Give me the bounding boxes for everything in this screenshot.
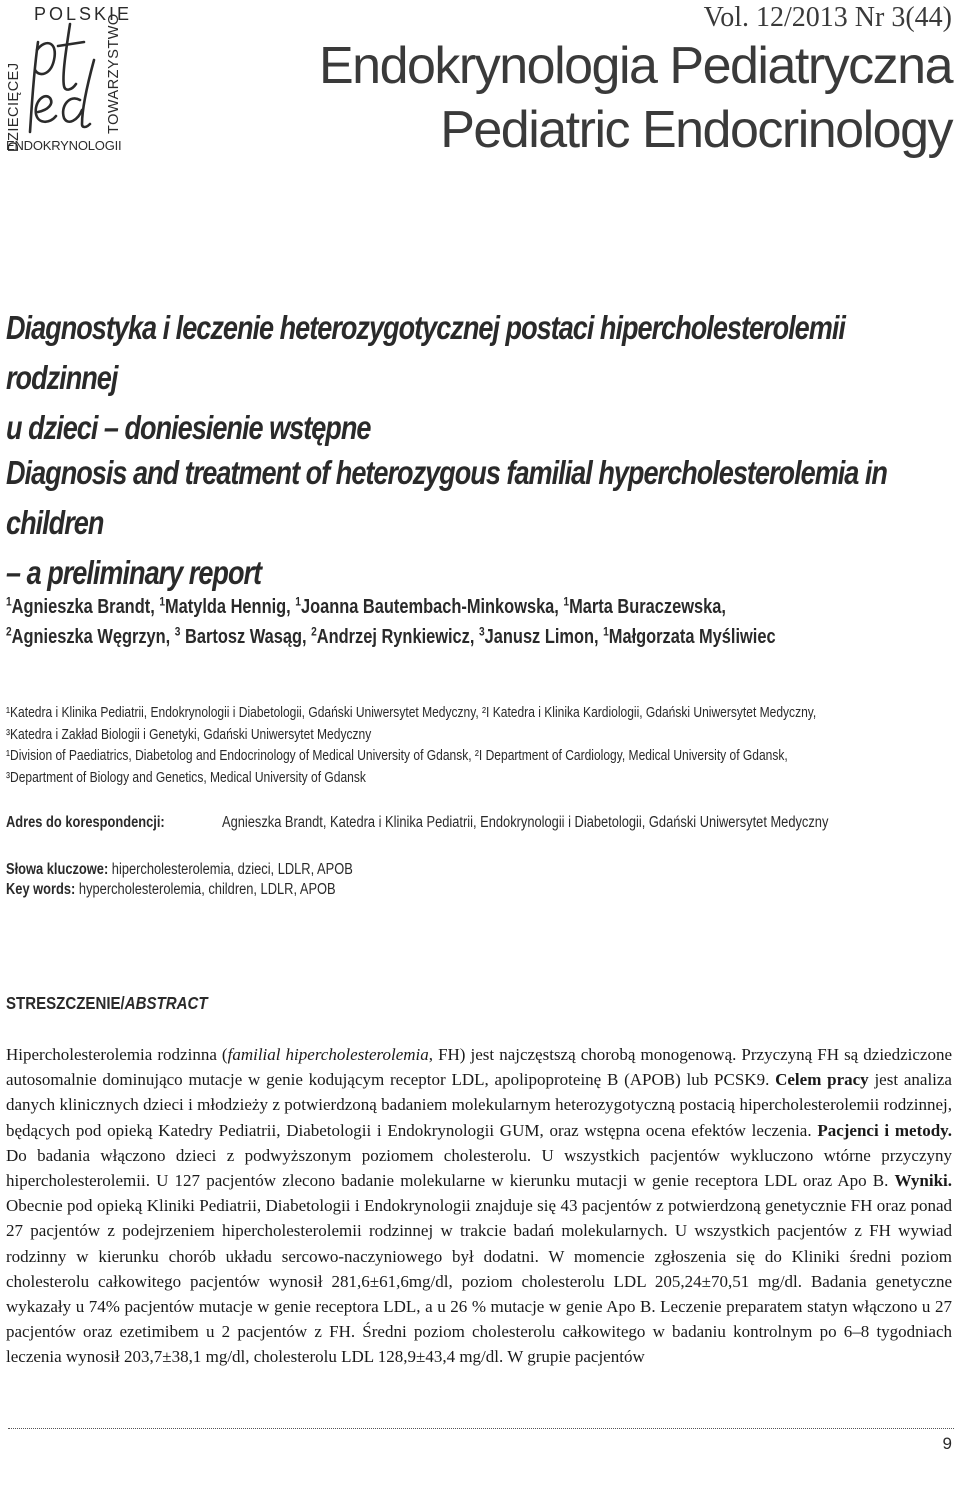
abstract-heading: STRESZCZENIE/ABSTRACT [6, 993, 208, 1013]
author: $^3$Janusz Limon, [478, 624, 604, 648]
keywords-pl [6, 860, 353, 880]
author: $^1$Agnieszka Brandt, [6, 594, 160, 618]
keywords [6, 860, 353, 900]
logo-bottom-text: ENDOKRYNOLOGII [6, 138, 122, 153]
affiliations [6, 703, 944, 789]
affiliation-line: ¹Katedra i Klinika Pediatrii, Endokrynologii i Diabetologii, Gdański Uniwersytet Medyczny, ²I Katedra i Klinika Kardiologii, Gdański Uniwersytet Medyczny, [6, 705, 817, 721]
article-title-en [6, 448, 949, 598]
keywords-en-label: Key words: [6, 881, 76, 898]
affiliation-line: ³Department of Biology and Genetics, Medical University of Gdansk [6, 769, 366, 786]
title-pl-line-2: u dzieci – doniesienie wstępne [6, 409, 371, 446]
correspondence-address: Agnieszka Brandt, Katedra i Klinika Pediatrii, Endokrynologii i Diabetologii, Gdański Uniwersytet Medyczny [222, 814, 829, 831]
footer-divider [8, 1428, 954, 1429]
correspondence-label: Adres do korespondencji: [6, 814, 165, 831]
author-list [6, 592, 949, 652]
logo-top-text: POLSKIE [34, 4, 133, 24]
author: $^3$ Bartosz Wasąg, [174, 624, 312, 648]
keywords-en-value: hypercholesterolemia, children, LDLR, APOB [75, 881, 336, 898]
author: $^2$Agnieszka Węgrzyn, [6, 624, 175, 648]
page-number: 9 [942, 1434, 952, 1453]
keywords-pl-value: hipercholesterolemia, dzieci, LDLR, APOB [108, 861, 353, 878]
article-title-pl [6, 303, 949, 453]
author: $^1$Marta Buraczewska, [563, 594, 726, 618]
logo-left-vertical-text: DZIECIĘCEJ [6, 62, 22, 152]
author: $^1$Joanna Bautembach-Minkowska, [295, 594, 564, 618]
journal-title-en: Pediatric Endocrinology [440, 101, 952, 159]
abstract-results-label: Wyniki. [894, 1171, 952, 1191]
journal-logo [4, 4, 133, 154]
author: $^2$Andrzej Rynkiewicz, [311, 624, 479, 648]
keywords-en [6, 880, 353, 900]
journal-title-pl: Endokrynologia Pediatryczna [318, 37, 952, 95]
volume-info: Vol. 12/2013 Nr 3(44) [703, 2, 952, 33]
title-en-line-1: Diagnosis and treatment of heterozygous familial hypercholesterolemia in children [6, 454, 887, 541]
keywords-pl-label: Słowa kluczowe: [6, 861, 109, 878]
abstract-italic-term: familial hipercholesterolemia [227, 1045, 429, 1064]
author: $^1$Małgorzata Myśliwiec [603, 624, 776, 648]
author: $^1$Matylda Hennig, [159, 594, 296, 618]
author-line-1 [6, 592, 949, 622]
logo-right-vertical-text: TOWARZYSTWO [106, 13, 122, 134]
affiliation-line: ¹Division of Paediatrics, Diabetolog and Endocrinology of Medical University of Gdansk, ²I Department of Cardiology, Medical University of Gdansk, [6, 748, 788, 764]
logo-monogram-icon [24, 20, 106, 138]
abstract-methods-label: Pacjenci i metody. [817, 1120, 952, 1140]
author-line-2 [6, 622, 949, 652]
abstract-body: Hipercholesterolemia rodzinna (familial hipercholesterolemia, FH) jest najczęstszą chorobą monogenową. Przyczyną FH są dziedziczone autosomalnie dominująco mutacje w genie kodującym receptor LDL, apolipoproteinę B (APOB) lub PCSK9. Celem pracy jest analiza danych klinicznych dzieci i młodzieży z potwierdzoną badaniem molekularnym heterozygotyczną postacią hipercholesterolemii rodzinnej, będących pod opieką Katedry Pediatrii, Diabetologii i Endokrynologii GUM, oraz wstępna ocena efektów leczenia. Pacjenci i metody. Do badania włączono dzieci z podwyższonym poziomem cholesterolu. U wszystkich pacjentów wykluczono wtórne przyczyny hipercholesterolemii. U 127 pacjentów zlecono badanie molekularne w kierunku mutacji w genie receptora LDL oraz Apo B. Wyniki. Obecnie pod opieką Kliniki Pediatrii, Diabetologii i Endokrynologii znajduje się 43 pacjentów z potwierdzoną genetycznie FH oraz ponad 27 pacjentów z podejrzeniem hipercholesterolemii rodzinnej w trakcie badań molekularnych. U wszystkich pacjentów z FH wywiad rodzinny w kierunku chorób układu sercowo-naczyniowego był dodatni. W momencie zgłoszenia się do Kliniki średni poziom cholesterolu całkowitego pacjentów wynosił 281,6±61,6mg/dl, poziom cholesterolu LDL 205,24±70,51 mg/dl. Badania genetyczne wykazały u 74% pacjentów mutacje w genie receptora LDL, a u 26 % mutacje w genie Apo B. Leczenie preparatem statyn włączono u 27 pacjentów oraz ezetimibem u 2 pacjentów z FH. Średni poziom cholesterolu całkowitego w badaniu kontrolnym po 6–8 tygodniach leczenia wynosił 203,7±38,1 mg/dl, cholesterolu LDL 128,9±43,4 mg/dl. W grupie pacjentów [6, 1045, 953, 1367]
abstract-aim-label: Celem pracy [775, 1070, 869, 1090]
title-pl-line-1: Diagnostyka i leczenie heterozygotycznej postaci hipercholesterolemii rodzinnej [6, 309, 845, 396]
title-en-line-2: – a preliminary report [6, 554, 262, 591]
affiliation-line: ³Katedra i Zakład Biologii i Genetyki, Gdański Uniwersytet Medyczny [6, 726, 372, 743]
